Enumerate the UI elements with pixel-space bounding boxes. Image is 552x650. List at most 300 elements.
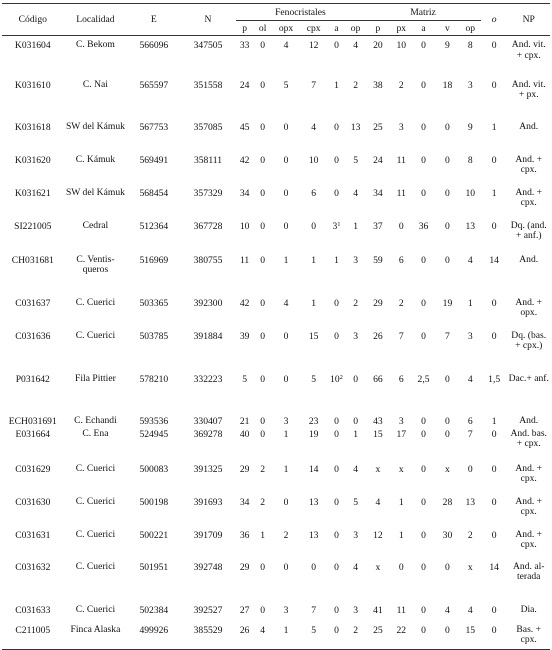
table-row bbox=[2, 427, 550, 462]
cell-feno-op: 4 bbox=[353, 187, 358, 199]
cell-feno-p: 11 bbox=[239, 254, 250, 266]
petrography-table bbox=[2, 3, 550, 650]
cell-np: And. vit. + cpx. bbox=[511, 39, 546, 61]
subheader-feno-a: a bbox=[327, 21, 346, 36]
cell-matriz-op: x bbox=[467, 561, 473, 573]
cell-matriz-a: 0 bbox=[421, 121, 426, 133]
cell-e: 567753 bbox=[139, 121, 169, 133]
table-row bbox=[2, 120, 550, 153]
cell-o: 1 bbox=[491, 415, 497, 427]
cell-feno-opx: 0 bbox=[283, 121, 289, 133]
header-localidad: Localidad bbox=[64, 4, 128, 36]
cell-e: 593536 bbox=[139, 415, 169, 427]
cell-np: And. bas. + cpx. bbox=[510, 427, 547, 449]
cell-matriz-op: 15 bbox=[460, 623, 481, 650]
cell-codigo: C031631 bbox=[15, 529, 51, 541]
cell-matriz-px: 0 bbox=[398, 561, 404, 573]
cell-feno-a: 0 bbox=[334, 297, 339, 309]
cell-n: 357329 bbox=[193, 187, 223, 199]
cell-np: And. + cpx. bbox=[515, 495, 543, 517]
cell-feno-a: 0 bbox=[334, 529, 339, 541]
table-row bbox=[2, 560, 550, 603]
cell-feno-opx: 3 bbox=[283, 604, 289, 616]
cell-localidad: C. Cuerici bbox=[75, 296, 116, 308]
cell-o: 0 bbox=[491, 154, 497, 166]
cell-localidad: Cedral bbox=[82, 219, 109, 231]
cell-matriz-px: 2 bbox=[398, 297, 404, 309]
cell-feno-p: 29 bbox=[239, 463, 250, 475]
cell-e: 503785 bbox=[139, 330, 169, 342]
cell-n: 367728 bbox=[193, 220, 223, 232]
cell-matriz-px: 11 bbox=[396, 604, 406, 616]
cell-o: 0 bbox=[491, 79, 497, 91]
table-row bbox=[2, 372, 550, 414]
cell-feno-cpx: 6 bbox=[311, 187, 317, 199]
cell-np: And. + cpx. bbox=[515, 528, 543, 550]
cell-np: Dq. (and. + anf.) bbox=[510, 219, 547, 241]
cell-feno-op: 1 bbox=[353, 220, 358, 232]
cell-matriz-px: 6 bbox=[398, 373, 404, 385]
cell-matriz-a: 0 bbox=[421, 463, 426, 475]
cell-e: 500221 bbox=[139, 529, 169, 541]
cell-matriz-v: x bbox=[445, 463, 450, 475]
cell-codigo: C031630 bbox=[15, 496, 51, 508]
cell-feno-cpx: 10 bbox=[308, 154, 319, 166]
cell-np: Dq. (bas. + cpx.) bbox=[511, 329, 547, 351]
cell-localidad: Fila Pittier bbox=[75, 372, 116, 384]
cell-localidad: SW del Kámuk bbox=[65, 186, 125, 198]
subheader-matriz-a: a bbox=[412, 21, 435, 36]
cell-localidad: C. Echandi bbox=[74, 414, 117, 426]
cell-o: 0 bbox=[491, 604, 497, 616]
cell-matriz-a: 36 bbox=[418, 220, 429, 232]
cell-matriz-px: 0 bbox=[398, 220, 404, 232]
cell-np: Bas. + cpx. bbox=[507, 623, 550, 650]
cell-matriz-a: 0 bbox=[421, 187, 426, 199]
cell-feno-cpx: 5 bbox=[311, 373, 317, 385]
cell-feno-cpx: 7 bbox=[311, 79, 317, 91]
cell-matriz-op: 7 bbox=[467, 428, 473, 440]
cell-matriz-v: 7 bbox=[445, 330, 450, 342]
cell-codigo: ECH031691 bbox=[8, 415, 57, 427]
cell-codigo: K031620 bbox=[14, 154, 51, 166]
cell-matriz-px: 11 bbox=[396, 187, 406, 199]
cell-matriz-px: x bbox=[398, 463, 404, 475]
cell-n: 380755 bbox=[193, 254, 223, 266]
cell-feno-p: 45 bbox=[239, 121, 250, 133]
cell-e: 512364 bbox=[139, 220, 169, 232]
cell-feno-a: 0 bbox=[327, 623, 346, 650]
cell-feno-a: 0 bbox=[334, 415, 339, 427]
cell-localidad: C. Cuerici bbox=[75, 560, 116, 572]
cell-n: 391709 bbox=[193, 529, 223, 541]
cell-matriz-v: 18 bbox=[442, 79, 453, 91]
cell-feno-ol: 2 bbox=[260, 496, 266, 508]
cell-e: 524945 bbox=[139, 428, 169, 440]
cell-n: 351558 bbox=[193, 79, 223, 91]
cell-matriz-op: 9 bbox=[467, 121, 473, 133]
header-matriz: Matriz bbox=[365, 4, 481, 21]
cell-codigo: C031636 bbox=[15, 330, 51, 342]
cell-np: Dia. bbox=[520, 603, 537, 615]
cell-matriz-p: 43 bbox=[373, 415, 383, 427]
cell-codigo: K031621 bbox=[14, 187, 51, 199]
cell-e: 578210 bbox=[139, 373, 169, 385]
subheader-matriz-v: v bbox=[435, 21, 459, 36]
cell-matriz-op: 10 bbox=[465, 187, 476, 199]
cell-matriz-p: 26 bbox=[373, 330, 383, 342]
cell-e: 569491 bbox=[139, 154, 169, 166]
cell-o: 0 bbox=[481, 623, 508, 650]
cell-np: And. + cpx. bbox=[515, 186, 543, 208]
cell-feno-opx: 1 bbox=[283, 254, 289, 266]
cell-matriz-op: 3 bbox=[467, 79, 473, 91]
cell-matriz-op: 4 bbox=[467, 254, 473, 266]
cell-e: 501951 bbox=[139, 561, 169, 573]
cell-feno-a: 0 bbox=[334, 330, 339, 342]
cell-feno-a: 0 bbox=[334, 496, 339, 508]
cell-feno-ol: 0 bbox=[260, 121, 266, 133]
cell-matriz-op: 6 bbox=[467, 415, 473, 427]
cell-matriz-px: 1 bbox=[398, 529, 404, 541]
cell-matriz-v: 0 bbox=[435, 623, 459, 650]
cell-localidad: C. Cuerici bbox=[75, 603, 116, 615]
cell-matriz-v: 0 bbox=[445, 373, 450, 385]
cell-feno-op: 2 bbox=[353, 79, 358, 91]
cell-codigo: SI221005 bbox=[14, 220, 52, 232]
cell-feno-cpx: 13 bbox=[308, 529, 319, 541]
cell-matriz-op: 8 bbox=[467, 40, 473, 51]
cell-o: 0 bbox=[491, 330, 497, 342]
cell-feno-ol: 0 bbox=[260, 297, 266, 309]
cell-o: 0 bbox=[491, 40, 497, 51]
cell-codigo: K031604 bbox=[14, 40, 51, 51]
cell-n: 391884 bbox=[193, 330, 223, 342]
cell-feno-opx: 3 bbox=[283, 415, 289, 427]
cell-e: 500083 bbox=[139, 463, 169, 475]
cell-feno-p: 29 bbox=[239, 561, 250, 573]
cell-matriz-op: 1 bbox=[467, 297, 473, 309]
header-o: o bbox=[481, 4, 508, 36]
cell-feno-p: 40 bbox=[239, 428, 250, 440]
cell-matriz-p: 59 bbox=[373, 254, 383, 266]
cell-matriz-px: 6 bbox=[398, 254, 404, 266]
subheader-matriz-p: p bbox=[365, 21, 390, 36]
cell-matriz-p: 24 bbox=[373, 154, 383, 166]
cell-feno-cpx: 1 bbox=[311, 297, 317, 309]
cell-feno-opx: 1 bbox=[272, 623, 301, 650]
cell-feno-ol: 0 bbox=[260, 254, 266, 266]
header-np: NP bbox=[507, 4, 550, 36]
table-row bbox=[2, 78, 550, 120]
cell-matriz-a: 0 bbox=[421, 330, 426, 342]
cell-feno-ol: 0 bbox=[260, 187, 266, 199]
cell-o: 0 bbox=[491, 220, 497, 232]
subheader-feno-p: p bbox=[236, 21, 254, 36]
table-row bbox=[2, 219, 550, 253]
cell-feno-p: 36 bbox=[239, 529, 250, 541]
cell-matriz-op: 13 bbox=[465, 220, 476, 232]
cell-feno-ol: 2 bbox=[260, 463, 266, 475]
cell-feno-opx: 1 bbox=[283, 463, 289, 475]
cell-localidad: C. Ena bbox=[82, 427, 109, 439]
cell-feno-op: 5 bbox=[353, 496, 358, 508]
cell-matriz-p: 15 bbox=[373, 428, 383, 440]
cell-feno-cpx: 14 bbox=[308, 463, 319, 475]
cell-matriz-a: 0 bbox=[421, 297, 426, 309]
cell-feno-p: 42 bbox=[239, 154, 250, 166]
cell-feno-op: 2 bbox=[346, 623, 365, 650]
cell-matriz-p: 29 bbox=[373, 297, 383, 309]
cell-n: 391693 bbox=[193, 496, 223, 508]
cell-matriz-px: 10 bbox=[396, 40, 407, 51]
cell-feno-a: 0 bbox=[334, 40, 339, 51]
subheader-feno-cpx: cpx bbox=[300, 21, 327, 36]
cell-feno-cpx: 15 bbox=[308, 330, 319, 342]
cell-feno-op: 4 bbox=[353, 463, 358, 475]
header-fenocristales: Fenocristales bbox=[236, 4, 366, 21]
cell-matriz-op: 0 bbox=[467, 463, 473, 475]
cell-matriz-op: 8 bbox=[467, 154, 473, 166]
cell-feno-cpx: 12 bbox=[308, 40, 319, 51]
cell-matriz-a: 2,5 bbox=[417, 373, 430, 385]
cell-feno-p: 26 bbox=[236, 623, 254, 650]
cell-np: And. + cpx. bbox=[515, 462, 543, 484]
cell-feno-a: 0 bbox=[334, 604, 339, 616]
cell-localidad: C. Kámuk bbox=[75, 153, 116, 165]
cell-matriz-p: 41 bbox=[373, 604, 383, 616]
cell-value: 10 bbox=[330, 373, 340, 385]
cell-matriz-v: 0 bbox=[445, 187, 450, 199]
cell-feno-ol: 1 bbox=[260, 529, 266, 541]
subheader-feno-opx: opx bbox=[272, 21, 301, 36]
cell-localidad: C. Cuerici bbox=[75, 462, 116, 474]
table-row bbox=[2, 528, 550, 560]
cell-feno-op: 13 bbox=[350, 121, 361, 133]
cell-o: 0 bbox=[491, 463, 497, 475]
cell-feno-cpx: 1 bbox=[311, 254, 317, 266]
cell-feno-p: 27 bbox=[239, 604, 250, 616]
cell-feno-a: 0 bbox=[334, 154, 339, 166]
cell-feno-cpx: 19 bbox=[308, 428, 319, 440]
table-row bbox=[2, 414, 550, 427]
cell-matriz-px: 3 bbox=[398, 121, 404, 133]
cell-matriz-px: 17 bbox=[396, 428, 407, 440]
header-n: N bbox=[180, 4, 235, 36]
cell-o: 0 bbox=[491, 297, 497, 309]
cell-feno-p: 34 bbox=[239, 496, 250, 508]
cell-codigo: P031642 bbox=[15, 373, 50, 385]
cell-n: 357085 bbox=[193, 121, 223, 133]
table-row bbox=[2, 153, 550, 186]
cell-matriz-px: 22 bbox=[391, 623, 412, 650]
cell-feno-op: 3 bbox=[353, 254, 358, 266]
cell-feno-p: 24 bbox=[239, 79, 250, 91]
cell-feno-cpx: 0 bbox=[311, 220, 317, 232]
cell-codigo: K031618 bbox=[14, 121, 51, 133]
cell-feno-op: 0 bbox=[353, 415, 358, 427]
subheader-feno-ol: ol bbox=[254, 21, 272, 36]
document-page bbox=[0, 3, 552, 649]
cell-feno-a: 0 bbox=[334, 187, 339, 199]
cell-matriz-a: 0 bbox=[421, 79, 426, 91]
cell-matriz-px: 3 bbox=[398, 415, 404, 427]
subheader-feno-op: op bbox=[346, 21, 365, 36]
cell-np: And. al-terada bbox=[513, 560, 545, 582]
cell-e: 565597 bbox=[139, 79, 169, 91]
cell-feno-cpx: 23 bbox=[308, 415, 319, 427]
cell-matriz-p: 20 bbox=[373, 40, 383, 51]
cell-feno-op: 5 bbox=[353, 154, 358, 166]
cell-feno-opx: 0 bbox=[283, 561, 289, 573]
cell-feno-op: 0 bbox=[353, 373, 358, 385]
cell-localidad: SW del Kámuk bbox=[65, 120, 125, 132]
cell-codigo: CH031681 bbox=[11, 254, 54, 266]
cell-matriz-p: x bbox=[375, 561, 381, 573]
cell-matriz-a: 0 bbox=[421, 604, 426, 616]
cell-feno-ol: 0 bbox=[260, 561, 266, 573]
cell-matriz-p: 4 bbox=[375, 496, 381, 508]
cell-feno-a bbox=[327, 219, 346, 253]
cell-matriz-px: 1 bbox=[398, 496, 404, 508]
cell-feno-opx: 2 bbox=[283, 529, 289, 541]
cell-value: 3 bbox=[332, 220, 338, 232]
cell-feno-op: 4 bbox=[353, 561, 358, 573]
cell-n: 358111 bbox=[193, 154, 223, 166]
cell-feno-opx: 0 bbox=[283, 496, 289, 508]
cell-feno-cpx: 7 bbox=[311, 604, 317, 616]
cell-matriz-a: 0 bbox=[421, 40, 426, 51]
cell-o: 0 bbox=[491, 428, 497, 440]
cell-feno-op: 2 bbox=[353, 297, 358, 309]
cell-matriz-a: 0 bbox=[421, 415, 426, 427]
table-row bbox=[2, 462, 550, 495]
cell-matriz-p: 38 bbox=[373, 79, 383, 91]
cell-np: And. bbox=[519, 253, 539, 265]
cell-matriz-p: 12 bbox=[373, 529, 383, 541]
cell-matriz-a: 0 bbox=[421, 529, 426, 541]
cell-feno-op: 4 bbox=[353, 40, 358, 51]
cell-n: 392300 bbox=[193, 297, 223, 309]
cell-matriz-p: 34 bbox=[373, 187, 383, 199]
cell-matriz-v: 0 bbox=[445, 254, 450, 266]
cell-feno-p: 5 bbox=[242, 373, 248, 385]
cell-feno-a: 0 bbox=[334, 561, 339, 573]
cell-feno-op: 3 bbox=[353, 604, 358, 616]
cell-matriz-a: 0 bbox=[412, 623, 435, 650]
cell-codigo: C031637 bbox=[15, 297, 51, 309]
cell-n: 369278 bbox=[193, 428, 223, 440]
cell-matriz-p: 37 bbox=[373, 220, 383, 232]
cell-feno-a bbox=[327, 372, 346, 414]
cell-localidad: C. Cuerici bbox=[75, 528, 116, 540]
cell-matriz-v: 0 bbox=[445, 415, 450, 427]
cell-feno-opx: 0 bbox=[283, 373, 289, 385]
cell-feno-a: 1 bbox=[334, 79, 339, 91]
cell-matriz-px: 2 bbox=[398, 79, 404, 91]
cell-codigo: C031632 bbox=[15, 561, 51, 573]
cell-n: 332223 bbox=[193, 373, 223, 385]
cell-codigo: C031629 bbox=[15, 463, 51, 475]
cell-feno-opx: 0 bbox=[283, 187, 289, 199]
cell-feno-opx: 4 bbox=[283, 297, 289, 309]
cell-feno-opx: 1 bbox=[283, 428, 289, 440]
cell-matriz-px: 7 bbox=[398, 330, 404, 342]
cell-feno-op: 3 bbox=[353, 529, 358, 541]
cell-matriz-px: 11 bbox=[396, 154, 406, 166]
cell-feno-ol: 0 bbox=[260, 154, 266, 166]
table-row bbox=[2, 186, 550, 219]
header-e: E bbox=[127, 4, 180, 36]
cell-matriz-a: 0 bbox=[421, 428, 426, 440]
table-row bbox=[2, 253, 550, 296]
cell-feno-a: 0 bbox=[334, 428, 339, 440]
cell-feno-p: 21 bbox=[239, 415, 250, 427]
header-codigo: Código bbox=[2, 4, 64, 36]
cell-feno-opx: 0 bbox=[283, 154, 289, 166]
cell-feno-p: 33 bbox=[239, 40, 250, 51]
cell-matriz-p: 25 bbox=[365, 623, 390, 650]
cell-matriz-op: 4 bbox=[467, 373, 473, 385]
subheader-matriz-px: px bbox=[391, 21, 412, 36]
cell-np: And. + cpx. bbox=[515, 153, 543, 175]
cell-feno-a: 0 bbox=[334, 121, 339, 133]
cell-matriz-p: 66 bbox=[373, 373, 383, 385]
cell-matriz-v: 30 bbox=[442, 529, 453, 541]
cell-feno-opx: 0 bbox=[283, 220, 289, 232]
cell-feno-opx: 0 bbox=[283, 330, 289, 342]
cell-feno-p: 10 bbox=[239, 220, 250, 232]
cell-feno-ol: 0 bbox=[260, 40, 266, 51]
cell-e: 568454 bbox=[139, 187, 169, 199]
cell-matriz-op: 13 bbox=[465, 496, 476, 508]
cell-matriz-v: 9 bbox=[445, 40, 450, 51]
cell-e: 566096 bbox=[139, 40, 169, 51]
cell-codigo: C031633 bbox=[15, 604, 51, 616]
cell-np: And. bbox=[519, 414, 539, 426]
cell-matriz-a: 0 bbox=[421, 496, 426, 508]
cell-o: 1,5 bbox=[488, 373, 501, 385]
cell-feno-cpx: 13 bbox=[308, 496, 319, 508]
cell-np: And. bbox=[519, 120, 539, 132]
cell-e: 500198 bbox=[139, 496, 169, 508]
table-row bbox=[2, 296, 550, 329]
table-row bbox=[2, 495, 550, 528]
cell-matriz-v: 0 bbox=[445, 154, 450, 166]
cell-o: 1 bbox=[491, 121, 497, 133]
cell-feno-opx: 5 bbox=[283, 79, 289, 91]
cell-np: And. vit. + px. bbox=[511, 78, 546, 100]
cell-feno-ol: 0 bbox=[260, 373, 266, 385]
cell-np: Dac.+ anf. bbox=[508, 372, 549, 384]
cell-feno-ol: 0 bbox=[260, 428, 266, 440]
cell-feno-cpx: 5 bbox=[300, 623, 327, 650]
cell-feno-p: 42 bbox=[239, 297, 250, 309]
cell-o: 14 bbox=[489, 561, 499, 573]
table-row bbox=[2, 603, 550, 623]
cell-n: 330407 bbox=[193, 415, 223, 427]
cell-o: 0 bbox=[491, 529, 497, 541]
cell-feno-ol: 0 bbox=[260, 220, 266, 232]
cell-feno-ol: 0 bbox=[260, 330, 266, 342]
cell-matriz-op: 4 bbox=[467, 604, 473, 616]
table-row bbox=[2, 36, 550, 78]
cell-matriz-a: 0 bbox=[421, 154, 426, 166]
cell-e: 499926 bbox=[127, 623, 180, 650]
cell-feno-op: 3 bbox=[353, 330, 358, 342]
cell-matriz-v: 4 bbox=[445, 604, 450, 616]
cell-feno-cpx: 0 bbox=[311, 561, 317, 573]
